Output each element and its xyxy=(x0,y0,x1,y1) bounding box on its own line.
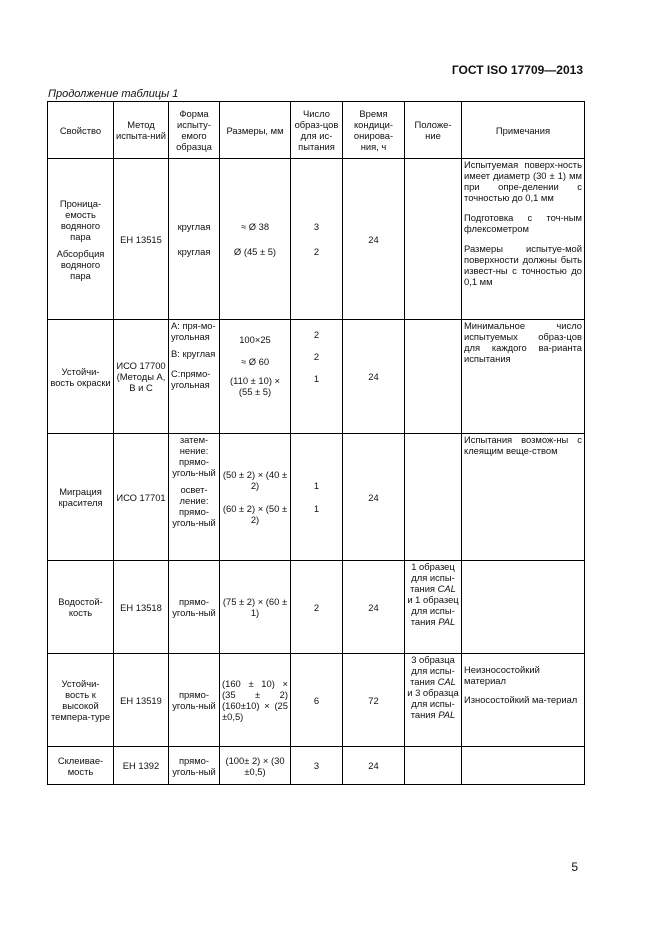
position-code: PAL xyxy=(438,709,456,720)
form-text: круглая xyxy=(177,246,211,257)
form-text: затем-нение: прямо-уголь-ный xyxy=(172,434,216,478)
property-text: Проница-емость водяного пара xyxy=(59,197,102,242)
table-row xyxy=(48,320,585,434)
count-text: 1 xyxy=(313,373,320,384)
header-property: Свойство xyxy=(48,102,114,159)
cell-size: (160 ± 10) × (35 ± 2) (160±10) × (25 ±0,5) xyxy=(220,654,291,747)
cell-method: ЕН 13515 xyxy=(114,159,169,320)
cell-count xyxy=(291,434,343,561)
document-id: ГОСТ ISO 17709—2013 xyxy=(451,63,583,77)
cell-property xyxy=(48,159,114,320)
cell-size: (100± 2) × (30 ±0,5) xyxy=(220,747,291,785)
note-text: Минимальное число испытуемых образ-цов для каждого ва-рианта испытания xyxy=(464,320,582,364)
cell-position xyxy=(405,747,462,785)
size-text: ≈ Ø 38 xyxy=(240,221,270,232)
count-text: 2 xyxy=(313,351,320,362)
header-time: Время кондици-онирова-ния, ч xyxy=(343,102,405,159)
size-text: 100×25 xyxy=(239,334,271,345)
size-text: Ø (45 ± 5) xyxy=(233,246,277,257)
table-row xyxy=(48,747,585,785)
cell-property: Устойчи-вость к высокой темпера-туре xyxy=(48,654,114,747)
size-text: (60 ± 2) × (50 ± 2) xyxy=(222,503,288,525)
count-text: 3 xyxy=(313,221,320,232)
cell-form: прямо-уголь-ный xyxy=(169,561,220,654)
cell-method: ЕН 1392 xyxy=(114,747,169,785)
cell-property: Устойчи-вость окраски xyxy=(48,320,114,434)
cell-count: 6 xyxy=(291,654,343,747)
count-text: 1 xyxy=(313,503,320,514)
form-text: В: круглая xyxy=(171,348,216,359)
cell-form: прямо-уголь-ный xyxy=(169,747,220,785)
table-row xyxy=(48,561,585,654)
table-row xyxy=(48,159,585,320)
form-text: А: пря-мо-угольная xyxy=(171,320,216,342)
cell-position xyxy=(405,320,462,434)
cell-form: прямо-уголь-ный xyxy=(169,654,220,747)
cell-form xyxy=(169,159,220,320)
cell-time: 72 xyxy=(343,654,405,747)
position-code: CAL xyxy=(437,676,456,687)
cell-size xyxy=(220,320,291,434)
cell-notes xyxy=(462,434,585,561)
cell-time: 24 xyxy=(343,320,405,434)
cell-notes xyxy=(462,654,585,747)
position-text: и 1 образец для испы-тания xyxy=(407,594,459,627)
count-text: 2 xyxy=(313,246,320,257)
header-position: Положе-ние xyxy=(405,102,462,159)
page-number: 5 xyxy=(571,860,578,874)
note-text: Неизносостойкий материал xyxy=(464,664,540,686)
size-text: (50 ± 2) × (40 ± 2) xyxy=(222,469,288,491)
cell-property: Водостой-кость xyxy=(48,561,114,654)
size-text: (110 ± 10) × (55 ± 5) xyxy=(229,375,281,397)
properties-table xyxy=(47,101,585,785)
position-code: CAL xyxy=(437,583,456,594)
count-text: 1 xyxy=(313,480,320,491)
cell-time: 24 xyxy=(343,434,405,561)
header-count: Число образ-цов для ис-пытания xyxy=(291,102,343,159)
cell-method: ЕН 13518 xyxy=(114,561,169,654)
position-text: 3 образца для испы-тания xyxy=(410,654,455,687)
cell-count: 2 xyxy=(291,561,343,654)
cell-time: 24 xyxy=(343,159,405,320)
cell-count xyxy=(291,320,343,434)
note-text: Подготовка с точ-ным флексометром xyxy=(464,212,582,234)
form-text: С:прямо-угольная xyxy=(171,368,211,390)
cell-position xyxy=(405,654,462,747)
header-form: Форма испыту-емого образца xyxy=(169,102,220,159)
table-caption: Продолжение таблицы 1 xyxy=(48,88,179,100)
form-text: освет-ление: прямо-уголь-ный xyxy=(172,484,216,528)
position-text: 1 образец для испы-тания xyxy=(410,561,455,594)
count-text: 2 xyxy=(313,329,320,340)
cell-notes xyxy=(462,159,585,320)
size-text: ≈ Ø 60 xyxy=(240,356,270,367)
cell-size: (75 ± 2) × (60 ± 1) xyxy=(220,561,291,654)
header-notes: Примечания xyxy=(462,102,585,159)
note-text: Размеры испытуе-мой поверхности должны быть извест-ны с точностью до 0,1 мм xyxy=(464,243,582,287)
cell-method: ЕН 13519 xyxy=(114,654,169,747)
cell-size xyxy=(220,159,291,320)
note-text: Испытания возмож-ны с клеящим веще-ством xyxy=(464,434,582,456)
cell-position xyxy=(405,434,462,561)
position-text: и 3 образца для испы-тания xyxy=(407,687,459,720)
table-row xyxy=(48,654,585,747)
cell-count: 3 xyxy=(291,747,343,785)
cell-method: ИСО 17700 (Методы А, В и С xyxy=(114,320,169,434)
cell-count xyxy=(291,159,343,320)
note-text: Испытуемая поверх-ность имеет диаметр (30 ± 1) мм при опре-делении с точностью до 0,1 мм xyxy=(464,159,582,203)
position-code: PAL xyxy=(438,616,456,627)
cell-property: Миграция красителя xyxy=(48,434,114,561)
cell-time: 24 xyxy=(343,747,405,785)
property-text: Абсорбция водяного пара xyxy=(56,247,105,281)
header-row xyxy=(48,102,585,159)
note-text: Износостойкий ма-териал xyxy=(464,694,578,705)
cell-position xyxy=(405,159,462,320)
cell-notes xyxy=(462,561,585,654)
table-row xyxy=(48,434,585,561)
cell-notes xyxy=(462,747,585,785)
cell-time: 24 xyxy=(343,561,405,654)
header-size: Размеры, мм xyxy=(220,102,291,159)
cell-notes xyxy=(462,320,585,434)
form-text: круглая xyxy=(177,221,211,232)
cell-property: Склеивае-мость xyxy=(48,747,114,785)
cell-form xyxy=(169,320,220,434)
header-method: Метод испыта-ний xyxy=(114,102,169,159)
cell-form xyxy=(169,434,220,561)
cell-position xyxy=(405,561,462,654)
cell-method: ИСО 17701 xyxy=(114,434,169,561)
cell-size xyxy=(220,434,291,561)
